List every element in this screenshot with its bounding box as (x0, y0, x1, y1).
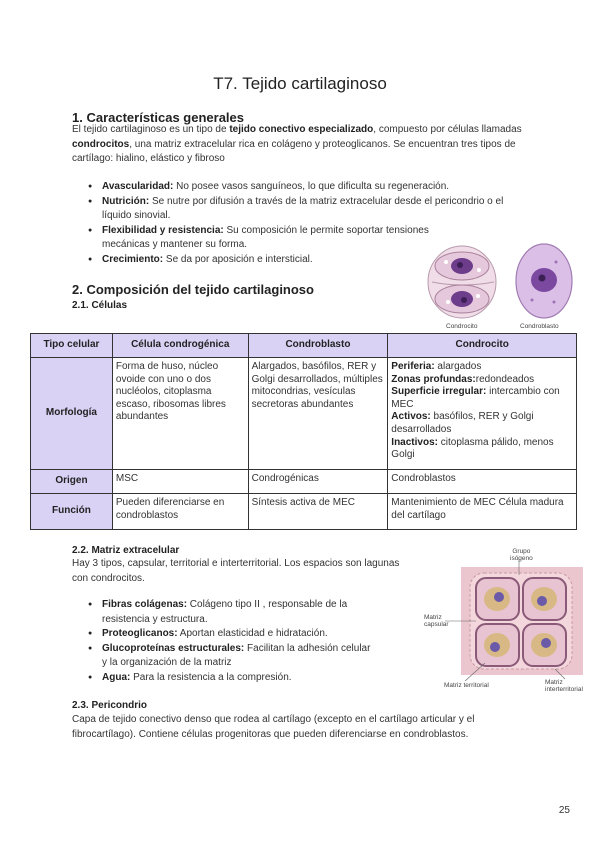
column-header: Condroblasto (248, 334, 388, 358)
cell-illustration (424, 242, 584, 334)
list-item: ● Flexibilidad y resistencia: Su composición le permite soportar tensiones mecánicas y mantener su forma. (72, 224, 562, 253)
table-row (31, 470, 577, 494)
list-item: ● Agua: Para la resistencia a la compresión. (72, 671, 412, 686)
table-row (31, 358, 577, 470)
row-header: Función (31, 494, 113, 530)
table-header-row (31, 334, 577, 358)
subsection-cells-heading: 2.1. Células (72, 300, 128, 311)
figure-label-territorial: Matriz territorial (444, 682, 489, 689)
chondroblast-illustration (516, 244, 572, 318)
cell-types-table (30, 333, 577, 530)
figure-label-chondroblast: Condroblasto (520, 323, 559, 330)
table-cell: Condrogénicas (248, 470, 388, 494)
page-title: T7. Tejido cartilaginoso (213, 74, 387, 93)
table-cell: Síntesis activa de MEC (248, 494, 388, 530)
section-1-heading: 1. Características generales (72, 110, 244, 125)
matrix-intro: Hay 3 tipos, capsular, territorial e interterritorial. Los espacios son lagunas con condrocitos. (72, 558, 400, 584)
chondrocyte-illustration (428, 246, 496, 318)
cell-illustration-figure (424, 242, 584, 334)
figure-label-capsular: Matriz capsular (424, 614, 449, 628)
figure-label-chondrocyte: Condrocito (446, 323, 478, 330)
column-header: Tipo celular (31, 334, 113, 358)
column-header: Célula condrogénica (112, 334, 248, 358)
perichondrium-text: Capa de tejido conectivo denso que rodea al cartílago (excepto en el cartílago articular y el fibrocartílago). Contiene células progenitoras que pueden diferenciarse en condroblastos. (72, 714, 475, 740)
column-header: Condrocito (388, 334, 577, 358)
list-item: ● Glucoproteínas estructurales: Facilitan la adhesión celular y la organización de la matriz (72, 642, 412, 671)
row-header: Origen (31, 470, 113, 494)
table-cell: MSC (112, 470, 248, 494)
section-2-heading: 2. Composición del tejido cartilaginoso (72, 282, 314, 297)
table-cell: Forma de huso, núcleo ovoide con uno o dos nucléolos, citoplasma escaso, ribosomas libres abundantes (112, 358, 248, 470)
list-item: ● Crecimiento: Se da por aposición e intersticial. (72, 253, 562, 268)
figure-label-isogenous-group: Grupo isógeno (510, 548, 533, 562)
table-row (31, 494, 577, 530)
list-item: ● Proteoglicanos: Aportan elasticidad e hidratación. (72, 627, 412, 642)
matrix-components-list (72, 598, 412, 686)
list-item: ● Nutrición: Se nutre por difusión a través de la matriz extracelular desde el pericondrio o el líquido sinovial. (72, 195, 562, 224)
figure-label-interterritorial: Matriz interterritorial (545, 679, 583, 693)
row-header: Morfología (31, 358, 113, 470)
subsection-matrix-heading: 2.2. Matriz extracelular (72, 545, 180, 556)
list-item: ● Avascularidad: No posee vasos sanguíneos, lo que dificulta su regeneración. (72, 180, 562, 195)
table-cell: Pueden diferenciarse en condroblastos (112, 494, 248, 530)
list-item: ● Fibras colágenas: Colágeno tipo II , responsable de la resistencia y estructura. (72, 598, 412, 627)
page-number: 25 (558, 805, 570, 816)
subsection-perichondrium-heading: 2.3. Pericondrio (72, 700, 148, 711)
table-cell: Periferia: alargados Zonas profundas:redondeados Superficie irregular: intercambio con MEC Activos: basófilos, RER y Golgi desarrollados Inactivos: citoplasma pálido, menos Golgi (388, 358, 577, 470)
table-cell: Condroblastos (388, 470, 577, 494)
table-cell: Alargados, basófilos, RER y Golgi desarrollados, múltiples mitocondrias, vesículas secretoras abundantes (248, 358, 388, 470)
section-1-intro: El tejido cartilaginoso es un tipo de tejido conectivo especializado, compuesto por células llamadas condrocitos, una matriz extracelular rica en colágeno y proteoglicanos. Se encuentran tres tipos de cartílago: hialino, elástico y fibroso (72, 124, 522, 165)
table-cell: Mantenimiento de MEC Célula madura del cartílago (388, 494, 577, 530)
